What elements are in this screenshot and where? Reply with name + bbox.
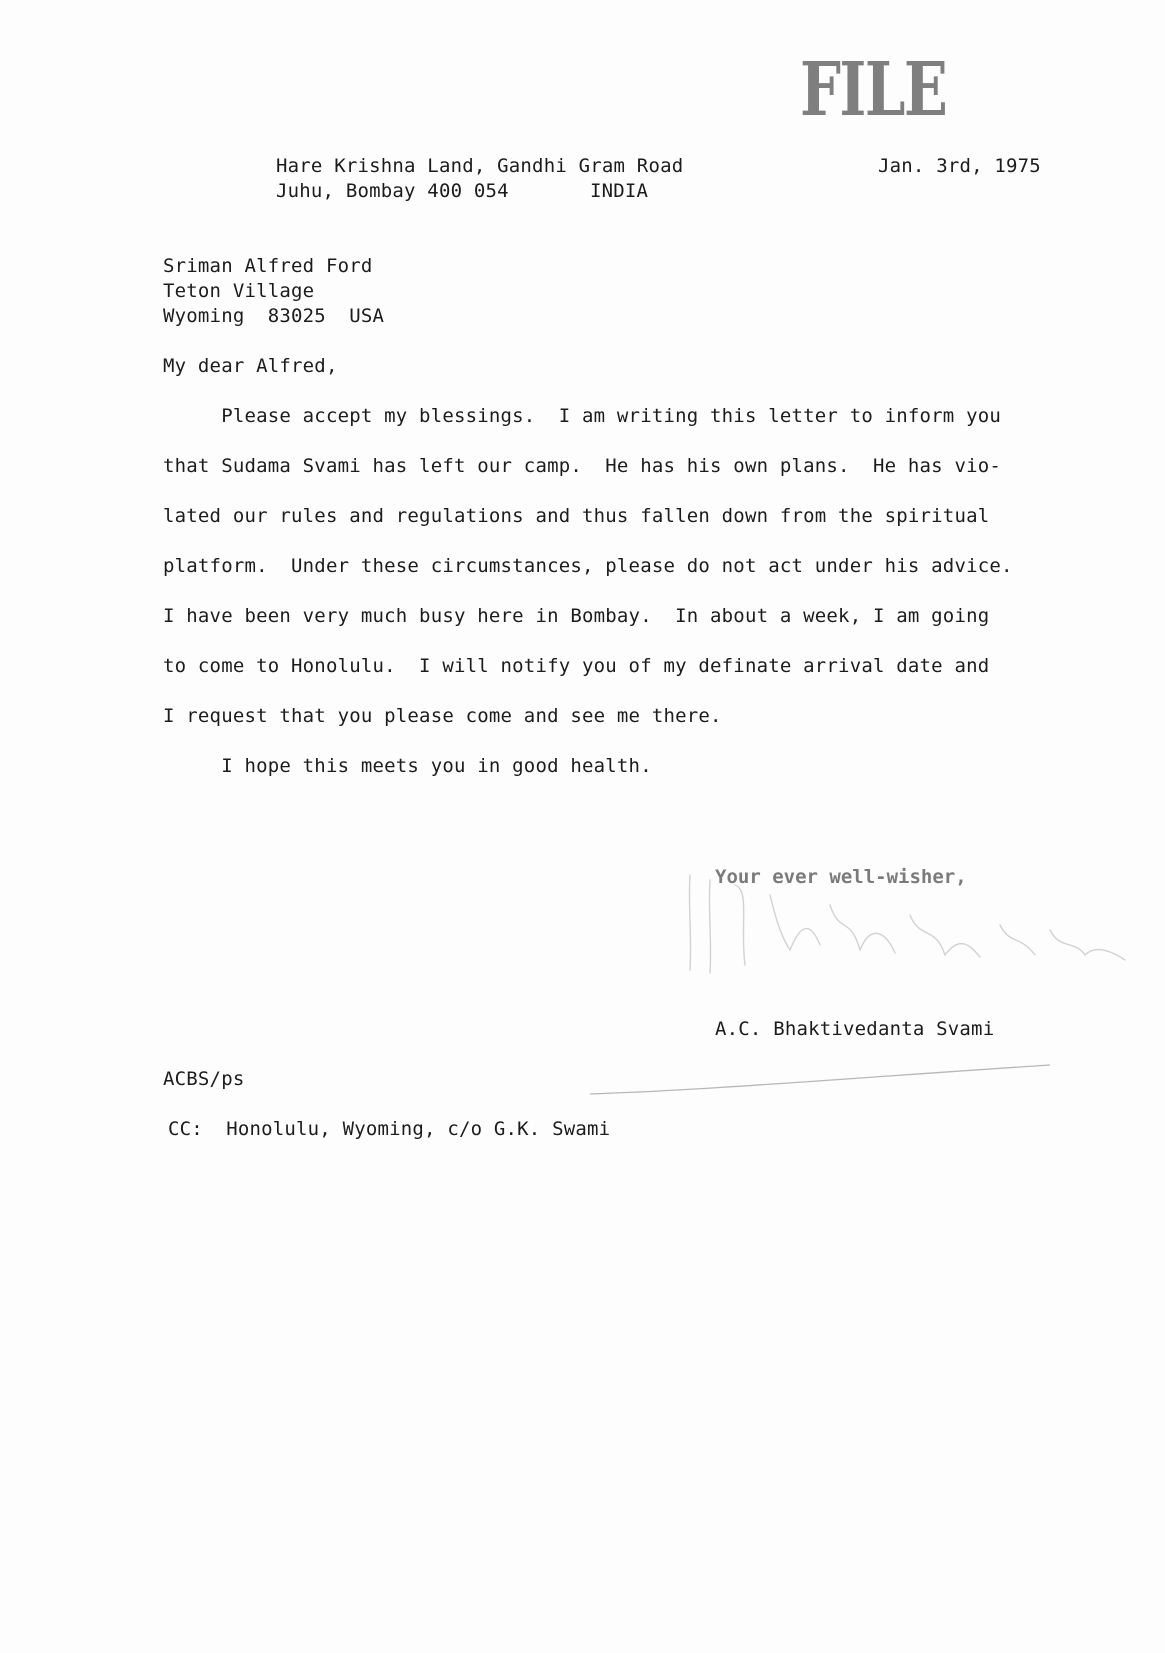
salutation: My dear Alfred, (163, 355, 338, 377)
recipient-line1: Teton Village (163, 280, 315, 302)
body-line: Please accept my blessings. I am writing this letter to inform you (163, 405, 1002, 427)
closing: Your ever well-wisher, (715, 866, 967, 888)
body-line: platform. Under these circumstances, please do not act under his advice. (163, 555, 1013, 577)
reference-initials: ACBS/ps (163, 1068, 245, 1090)
sender-address-line1: Hare Krishna Land, Gandhi Gram Road (276, 155, 684, 177)
signature-underline-stroke (590, 1060, 1060, 1100)
body-line: I request that you please come and see me there. (163, 705, 722, 727)
recipient-line2: Wyoming 83025 USA (163, 305, 385, 327)
body-line: that Sudama Svami has left our camp. He has his own plans. He has vio- (163, 455, 1002, 477)
carbon-copy: CC: Honolulu, Wyoming, c/o G.K. Swami (168, 1118, 611, 1140)
body-line: to come to Honolulu. I will notify you of my definate arrival date and (163, 655, 990, 677)
sender-address-line2: Juhu, Bombay 400 054 (276, 180, 509, 202)
body-line: I hope this meets you in good health. (163, 755, 652, 777)
letter-date: Jan. 3rd, 1975 (878, 155, 1041, 177)
sender-country: INDIA (590, 180, 649, 202)
file-stamp: FILE (800, 47, 947, 133)
recipient-name: Sriman Alfred Ford (163, 255, 373, 277)
body-line: lated our rules and regulations and thus fallen down from the spiritual (163, 505, 990, 527)
body-line: I have been very much busy here in Bombay. In about a week, I am going (163, 605, 990, 627)
signatory-name: A.C. Bhaktivedanta Svami (715, 1018, 995, 1040)
